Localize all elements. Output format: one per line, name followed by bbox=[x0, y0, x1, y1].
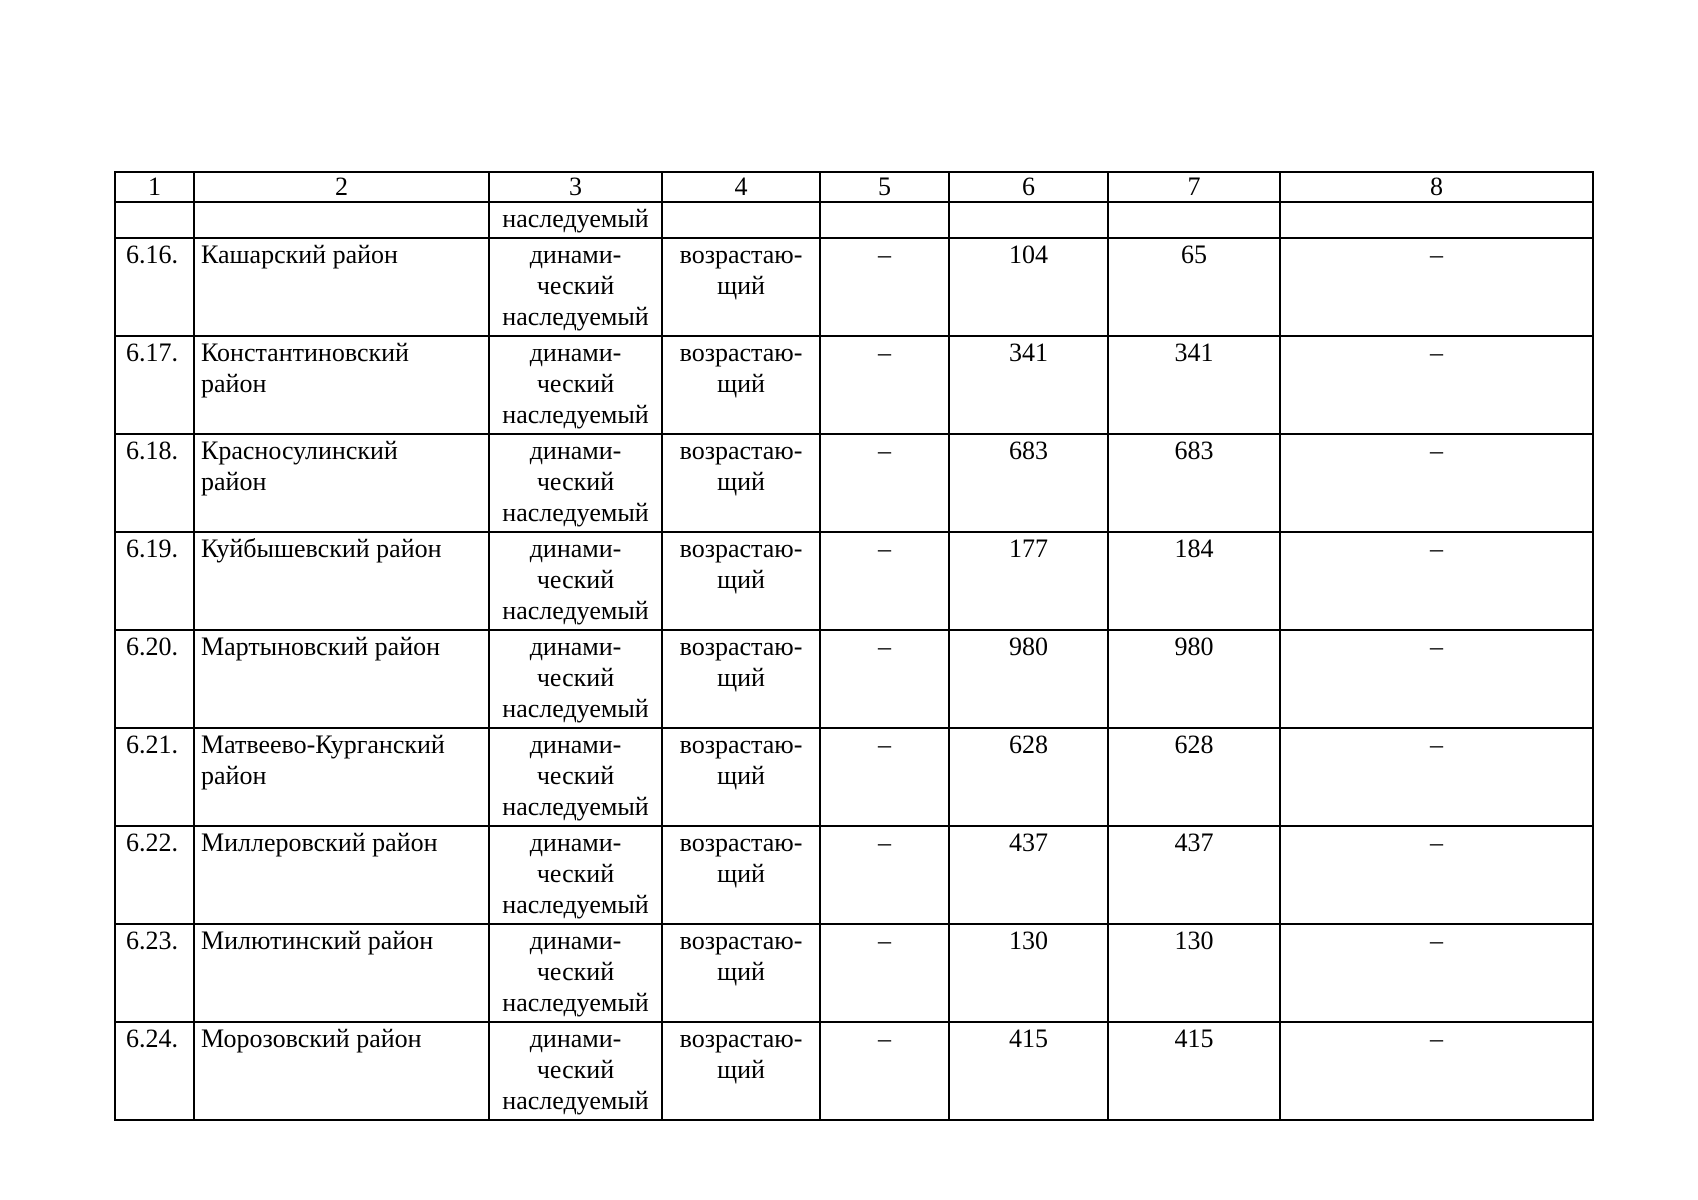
column-5-value: – bbox=[820, 238, 949, 336]
trend-value bbox=[662, 924, 820, 1022]
district-name-line: район bbox=[201, 369, 267, 398]
trend-value-line: возрастаю- bbox=[679, 828, 803, 857]
trend-value-line: возрастаю- bbox=[679, 926, 803, 955]
column-7-value: 980 bbox=[1108, 630, 1280, 728]
column-8-value: – bbox=[1280, 238, 1593, 336]
district-name-line: Куйбышевский район bbox=[201, 534, 442, 563]
district-name bbox=[194, 336, 489, 434]
column-6-value: 980 bbox=[949, 630, 1108, 728]
district-name bbox=[194, 924, 489, 1022]
trend-value-line: возрастаю- bbox=[679, 632, 803, 661]
regime-type bbox=[489, 238, 662, 336]
continuation-cell-7 bbox=[1108, 202, 1280, 238]
regime-type bbox=[489, 532, 662, 630]
district-name-line: Матвеево-Курганский bbox=[201, 730, 445, 759]
trend-value-line: возрастаю- bbox=[679, 1024, 803, 1053]
trend-value-line: возрастаю- bbox=[679, 436, 803, 465]
regime-type-line: ческий bbox=[536, 565, 615, 594]
row-number: 6.22. bbox=[115, 826, 194, 924]
continuation-cell-6 bbox=[949, 202, 1108, 238]
column-number-4: 4 bbox=[662, 172, 820, 202]
regime-type bbox=[489, 1022, 662, 1120]
district-name-line: Красносулинский bbox=[201, 436, 398, 465]
trend-value bbox=[662, 630, 820, 728]
column-7-value: 437 bbox=[1108, 826, 1280, 924]
row-number: 6.24. bbox=[115, 1022, 194, 1120]
regime-type-line: динами- bbox=[529, 1024, 622, 1053]
column-6-value: 177 bbox=[949, 532, 1108, 630]
column-8-value: – bbox=[1280, 434, 1593, 532]
district-name-line: Милютинский район bbox=[201, 926, 434, 955]
trend-value bbox=[662, 336, 820, 434]
trend-value bbox=[662, 728, 820, 826]
district-name-line: Кашарский район bbox=[201, 240, 398, 269]
column-8-value: – bbox=[1280, 826, 1593, 924]
column-7-value: 628 bbox=[1108, 728, 1280, 826]
regime-type-line: ческий bbox=[536, 467, 615, 496]
trend-value-line: возрастаю- bbox=[679, 240, 803, 269]
table-row bbox=[115, 336, 1593, 434]
table-row bbox=[115, 630, 1593, 728]
regime-type bbox=[489, 728, 662, 826]
column-number-1: 1 bbox=[115, 172, 194, 202]
district-name bbox=[194, 238, 489, 336]
table-row bbox=[115, 826, 1593, 924]
column-number-row bbox=[115, 172, 1593, 202]
district-name bbox=[194, 826, 489, 924]
column-5-value: – bbox=[820, 630, 949, 728]
district-name bbox=[194, 434, 489, 532]
regime-type bbox=[489, 336, 662, 434]
regime-type bbox=[489, 630, 662, 728]
column-5-value: – bbox=[820, 826, 949, 924]
trend-value-line: возрастаю- bbox=[679, 338, 803, 367]
trend-value bbox=[662, 1022, 820, 1120]
continuation-cell-4 bbox=[662, 202, 820, 238]
column-5-value: – bbox=[820, 728, 949, 826]
column-5-value: – bbox=[820, 1022, 949, 1120]
trend-value-line: щий bbox=[717, 369, 765, 398]
district-name bbox=[194, 1022, 489, 1120]
table-row bbox=[115, 924, 1593, 1022]
column-6-value: 341 bbox=[949, 336, 1108, 434]
regime-type-line: динами- bbox=[529, 240, 622, 269]
column-7-value: 683 bbox=[1108, 434, 1280, 532]
regime-type-line: динами- bbox=[529, 828, 622, 857]
regime-type-line: наследуемый bbox=[502, 694, 649, 723]
column-7-value: 130 bbox=[1108, 924, 1280, 1022]
regime-type-line: динами- bbox=[529, 730, 622, 759]
row-number: 6.19. bbox=[115, 532, 194, 630]
regime-type-line: наследуемый bbox=[502, 400, 649, 429]
regime-type bbox=[489, 434, 662, 532]
column-5-value: – bbox=[820, 434, 949, 532]
regime-type-line: наследуемый bbox=[502, 498, 649, 527]
regime-type-line: динами- bbox=[529, 926, 622, 955]
regime-type-line: ческий bbox=[536, 663, 615, 692]
trend-value-line: возрастаю- bbox=[679, 730, 803, 759]
column-7-value: 65 bbox=[1108, 238, 1280, 336]
trend-value-line: щий bbox=[717, 957, 765, 986]
regime-type-line: ческий bbox=[536, 369, 615, 398]
column-8-value: – bbox=[1280, 924, 1593, 1022]
regime-type-line: наследуемый bbox=[502, 792, 649, 821]
column-5-value: – bbox=[820, 924, 949, 1022]
column-5-value: – bbox=[820, 336, 949, 434]
column-6-value: 415 bbox=[949, 1022, 1108, 1120]
district-name-line: район bbox=[201, 467, 267, 496]
continuation-cell-2 bbox=[194, 202, 489, 238]
column-6-value: 683 bbox=[949, 434, 1108, 532]
row-number: 6.23. bbox=[115, 924, 194, 1022]
column-6-value: 628 bbox=[949, 728, 1108, 826]
column-8-value: – bbox=[1280, 728, 1593, 826]
regime-type-line: ческий bbox=[536, 957, 615, 986]
column-8-value: – bbox=[1280, 336, 1593, 434]
column-7-value: 184 bbox=[1108, 532, 1280, 630]
table-row bbox=[115, 728, 1593, 826]
district-table bbox=[114, 171, 1594, 1121]
trend-value-line: щий bbox=[717, 467, 765, 496]
table-row bbox=[115, 434, 1593, 532]
regime-type-line: динами- bbox=[529, 534, 622, 563]
row-number: 6.17. bbox=[115, 336, 194, 434]
district-name-line: Миллеровский район bbox=[201, 828, 438, 857]
regime-type bbox=[489, 826, 662, 924]
trend-value bbox=[662, 826, 820, 924]
column-number-2: 2 bbox=[194, 172, 489, 202]
column-5-value: – bbox=[820, 532, 949, 630]
row-number: 6.16. bbox=[115, 238, 194, 336]
district-name-line: район bbox=[201, 761, 267, 790]
trend-value-line: щий bbox=[717, 565, 765, 594]
regime-type-line: динами- bbox=[529, 632, 622, 661]
trend-value-line: щий bbox=[717, 271, 765, 300]
column-7-value: 415 bbox=[1108, 1022, 1280, 1120]
row-number: 6.21. bbox=[115, 728, 194, 826]
column-number-6: 6 bbox=[949, 172, 1108, 202]
regime-type-line: ческий bbox=[536, 859, 615, 888]
continuation-cell-5 bbox=[820, 202, 949, 238]
district-name bbox=[194, 532, 489, 630]
column-6-value: 437 bbox=[949, 826, 1108, 924]
column-8-value: – bbox=[1280, 630, 1593, 728]
column-6-value: 130 bbox=[949, 924, 1108, 1022]
continuation-cell-8 bbox=[1280, 202, 1593, 238]
row-number: 6.20. bbox=[115, 630, 194, 728]
table-row bbox=[115, 532, 1593, 630]
row-number: 6.18. bbox=[115, 434, 194, 532]
trend-value-line: щий bbox=[717, 859, 765, 888]
district-name bbox=[194, 728, 489, 826]
trend-value bbox=[662, 434, 820, 532]
column-7-value: 341 bbox=[1108, 336, 1280, 434]
district-name-line: Мартыновский район bbox=[201, 632, 441, 661]
table-body bbox=[115, 172, 1593, 1120]
column-8-value: – bbox=[1280, 1022, 1593, 1120]
trend-value bbox=[662, 238, 820, 336]
continuation-cell-3: наследуемый bbox=[489, 202, 662, 238]
column-6-value: 104 bbox=[949, 238, 1108, 336]
regime-type-line: динами- bbox=[529, 436, 622, 465]
regime-type-line: ческий bbox=[536, 1055, 615, 1084]
regime-type-line: ческий bbox=[536, 761, 615, 790]
column-number-8: 8 bbox=[1280, 172, 1593, 202]
regime-type-line: наследуемый bbox=[502, 596, 649, 625]
column-8-value: – bbox=[1280, 532, 1593, 630]
column-number-3: 3 bbox=[489, 172, 662, 202]
trend-value-line: щий bbox=[717, 663, 765, 692]
district-name bbox=[194, 630, 489, 728]
regime-type-line: ческий bbox=[536, 271, 615, 300]
trend-value-line: щий bbox=[717, 1055, 765, 1084]
trend-value-line: щий bbox=[717, 761, 765, 790]
district-name-line: Константиновский bbox=[201, 338, 409, 367]
continuation-row bbox=[115, 202, 1593, 238]
table-row bbox=[115, 1022, 1593, 1120]
table-row bbox=[115, 238, 1593, 336]
continuation-cell-1 bbox=[115, 202, 194, 238]
regime-type-line: наследуемый bbox=[502, 302, 649, 331]
column-number-7: 7 bbox=[1108, 172, 1280, 202]
regime-type-line: наследуемый bbox=[502, 890, 649, 919]
regime-type-line: динами- bbox=[529, 338, 622, 367]
district-name-line: Морозовский район bbox=[201, 1024, 422, 1053]
regime-type bbox=[489, 924, 662, 1022]
trend-value bbox=[662, 532, 820, 630]
regime-type-line: наследуемый bbox=[502, 1086, 649, 1115]
column-number-5: 5 bbox=[820, 172, 949, 202]
trend-value-line: возрастаю- bbox=[679, 534, 803, 563]
regime-type-line: наследуемый bbox=[502, 988, 649, 1017]
